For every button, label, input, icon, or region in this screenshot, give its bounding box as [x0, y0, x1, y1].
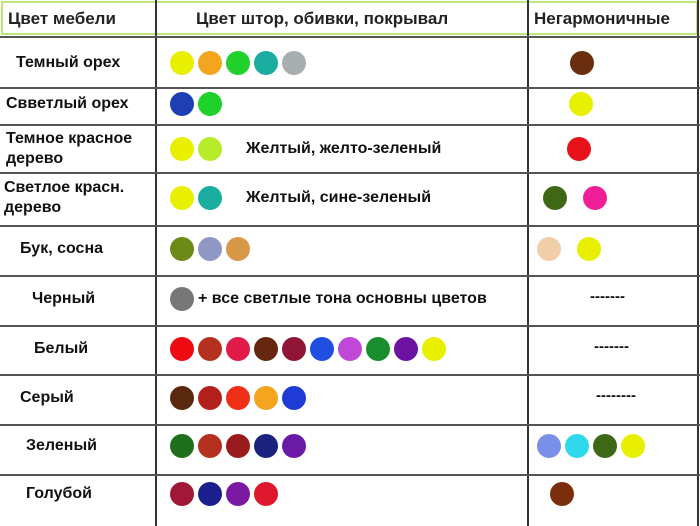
color-swatch [170, 92, 194, 116]
color-swatch [170, 386, 194, 410]
column-divider [527, 0, 529, 526]
disharmonious-swatch [570, 51, 594, 75]
color-swatch [310, 337, 334, 361]
row-divider [0, 374, 700, 376]
row-label: Темное красное [6, 130, 133, 147]
color-swatch [170, 482, 194, 506]
color-swatch [198, 51, 222, 75]
color-swatch [170, 337, 194, 361]
color-swatch [282, 51, 306, 75]
color-swatch [254, 51, 278, 75]
disharmonious-swatch [537, 434, 561, 458]
row-divider [0, 87, 700, 89]
row-divider [0, 474, 700, 476]
row-label: Темный орех [16, 54, 121, 71]
none-dash: ------- [594, 338, 629, 355]
color-swatch [170, 137, 194, 161]
row-label: Бук, сосна [20, 240, 104, 257]
column-divider [155, 0, 157, 526]
row-label: Белый [34, 340, 89, 357]
disharmonious-swatch [550, 482, 574, 506]
color-swatch [198, 434, 222, 458]
disharmonious-swatch [577, 237, 601, 261]
color-swatch [338, 337, 362, 361]
color-note: + все светлые тона основны цветов [198, 290, 487, 307]
color-swatch [282, 434, 306, 458]
disharmonious-swatch [583, 186, 607, 210]
color-swatch [254, 434, 278, 458]
color-swatch [282, 337, 306, 361]
row-label: дерево [6, 150, 64, 167]
row-divider [0, 275, 700, 277]
row-label: Свветлый орех [6, 95, 129, 112]
color-swatch [226, 237, 250, 261]
none-dash: -------- [596, 387, 636, 404]
color-swatch [170, 237, 194, 261]
row-label: Черный [32, 290, 96, 307]
color-swatch [198, 386, 222, 410]
color-swatch [170, 186, 194, 210]
column-divider [697, 0, 699, 526]
header-disharmonious: Негармоничные [534, 9, 670, 28]
color-swatch [198, 186, 222, 210]
row-divider [0, 172, 700, 174]
color-swatch [198, 92, 222, 116]
row-label: Зеленый [26, 437, 97, 454]
row-divider [0, 325, 700, 327]
color-swatch [170, 287, 194, 311]
disharmonious-swatch [621, 434, 645, 458]
disharmonious-swatch [565, 434, 589, 458]
disharmonious-swatch [567, 137, 591, 161]
color-swatch [254, 482, 278, 506]
header-furniture-color: Цвет мебели [8, 9, 116, 28]
disharmonious-swatch [537, 237, 561, 261]
color-swatch [394, 337, 418, 361]
color-swatch [198, 482, 222, 506]
color-swatch [254, 386, 278, 410]
row-divider [0, 36, 700, 38]
color-swatch [198, 337, 222, 361]
color-swatch [226, 434, 250, 458]
color-swatch [170, 51, 194, 75]
color-note: Желтый, сине-зеленый [246, 189, 432, 206]
row-label: Светлое красн. [4, 179, 125, 196]
row-label: Голубой [26, 485, 92, 502]
color-swatch [422, 337, 446, 361]
color-swatch [366, 337, 390, 361]
none-dash: ------- [590, 288, 625, 305]
disharmonious-swatch [543, 186, 567, 210]
header-fabric-color: Цвет штор, обивки, покрывал [196, 9, 449, 28]
color-swatch [198, 237, 222, 261]
color-swatch [226, 51, 250, 75]
color-note: Желтый, желто-зеленый [246, 140, 442, 157]
color-swatch [282, 386, 306, 410]
row-label: дерево [4, 199, 62, 216]
color-swatch [254, 337, 278, 361]
color-swatch [198, 137, 222, 161]
row-divider [0, 424, 700, 426]
color-swatch [170, 434, 194, 458]
disharmonious-swatch [593, 434, 617, 458]
color-swatch [226, 386, 250, 410]
row-label: Серый [20, 389, 74, 406]
color-swatch [226, 482, 250, 506]
disharmonious-swatch [569, 92, 593, 116]
row-divider [0, 124, 700, 126]
row-divider [0, 225, 700, 227]
color-swatch [226, 337, 250, 361]
